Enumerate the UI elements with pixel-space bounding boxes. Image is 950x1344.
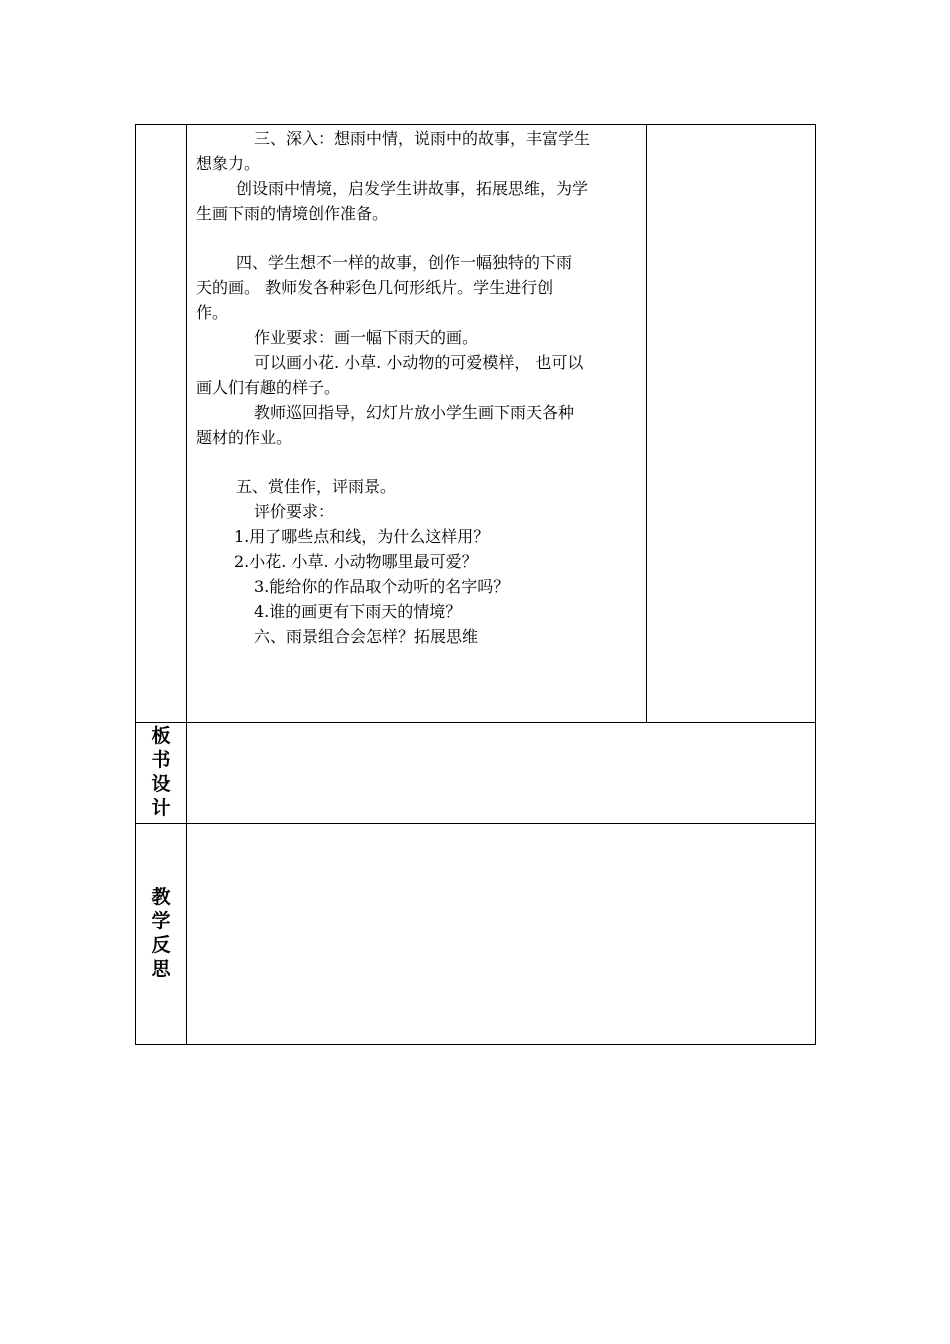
lesson-line-12: 教师巡回指导，幻灯片放小学生画下雨天各种: [254, 403, 575, 422]
lesson-line-20: 4.谁的画更有下雨天的情境？: [254, 602, 462, 621]
lesson-line-15: 五、赏佳作，评雨景。: [236, 477, 397, 496]
board-design-label-char-2: 书: [151, 749, 171, 771]
lesson-line-17: 1.用了哪些点和线，为什么这样用？: [234, 527, 490, 546]
lesson-line-11: 画人们有趣的样子。: [196, 378, 341, 397]
table-bottom-border: [135, 1044, 816, 1045]
lesson-line-13: 题材的作业。: [196, 428, 293, 447]
lesson-line-4: 生画下雨的情境创作准备。: [196, 204, 389, 223]
lesson-line-2: 想象力。: [196, 154, 261, 173]
lesson-line-7: 天的画。 教师发各种彩色几何形纸片。学生进行创: [196, 278, 554, 297]
lesson-line-6: 四、学生想不一样的故事，创作一幅独特的下雨: [236, 253, 573, 272]
lesson-line-16: 评价要求：: [254, 502, 335, 521]
teaching-reflection-label-char-4: 思: [151, 958, 171, 980]
teaching-reflection-label-char-3: 反: [151, 934, 171, 956]
board-design-label-char-4: 计: [151, 797, 171, 819]
lesson-line-9: 作业要求：画一幅下雨天的画。: [254, 328, 479, 347]
row-divider-1: [135, 722, 816, 723]
lesson-line-18: 2.小花. 小草. 小动物哪里最可爱？: [234, 552, 478, 571]
lesson-line-10: 可以画小花. 小草. 小动物的可爱模样， 也可以: [254, 353, 584, 372]
table-right-border: [815, 124, 816, 1045]
table-left-border: [135, 124, 136, 1045]
teaching-reflection-label-char-2: 学: [151, 910, 171, 932]
lesson-line-21: 六、雨景组合会怎样？拓展思维: [254, 627, 479, 646]
table-top-border: [135, 124, 816, 125]
teaching-reflection-label: [149, 885, 173, 981]
label-column-divider: [186, 124, 187, 1045]
lesson-line-3: 创设雨中情境，启发学生讲故事，拓展思维，为学: [236, 179, 589, 198]
board-design-label-char-3: 设: [151, 773, 171, 795]
board-design-label-char-1: 板: [151, 725, 171, 747]
notes-column-divider: [646, 124, 647, 723]
board-design-label: [149, 724, 173, 820]
lesson-line-8: 作。: [196, 303, 229, 322]
lesson-line-19: 3.能给你的作品取个动听的名字吗？: [254, 577, 510, 596]
teaching-reflection-label-char-1: 教: [151, 886, 171, 908]
lesson-line-1: 三、深入：想雨中情，说雨中的故事，丰富学生: [254, 129, 591, 148]
row-divider-2: [135, 823, 816, 824]
